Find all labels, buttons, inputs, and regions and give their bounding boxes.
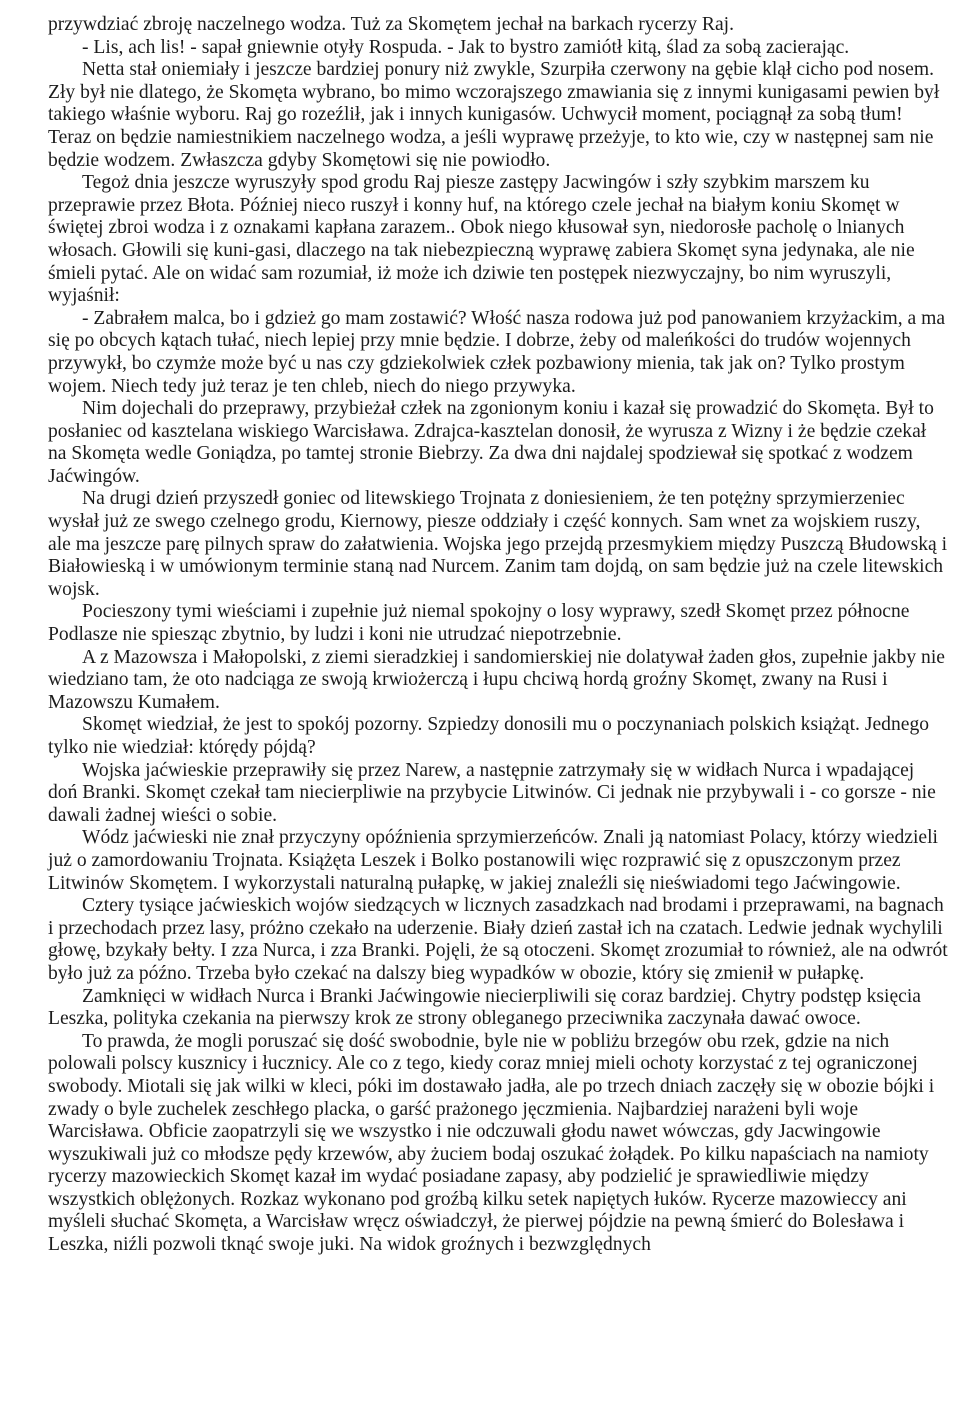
paragraph-skomet-speech: - Zabrałem malca, bo i gdzież go mam zostawić? Włość nasza rodowa już pod panowaniem krzyżackim, a ma się po obcych kątach tułać, niech lepiej przy mnie będzie. I dobrze, żeby od maleńkości do trudów wojennych przywykł, bo czymże może być u nas czy gdziekolwiek człek pozbawiony mienia, tak jak on? Tylko prostym wojem. Niech tedy już teraz je ten chleb, niech do niego przywyka. <box>48 307 946 397</box>
paragraph-podlasie-march: Pocieszony tymi wieściami i zupełnie już niemal spokojny o losy wyprawy, szedł Skomęt przez północne Podlasze nie spiesząc zbytnio, by ludzi i koni nie utrudzać niepotrzebnie. <box>48 601 910 646</box>
paragraph-ambushes: Cztery tysiące jaćwieskich wojów siedzących w licznych zasadzkach nad brodami i przeprawami, na bagnach i przechodach przez lasy, próżno czekało na uderzenie. Biały dzień zastał ich na czatach. Ledwie jednak wychylili głowę, bzykały bełty. I zza Nurca, i zza Branki. Pojęli, że są otoczeni. Skomęt zrozumiał to również, ale na odwrót było już za późno. Trzeba było czekać na dalszy bieg wypadków w obozie, który się zmienił w pułapkę. <box>48 895 948 984</box>
paragraph-silence: A z Mazowsza i Małopolski, z ziemi sieradzkiej i sandomierskiej nie dolatywał żaden głos, zupełnie jakby nie wiedziano tam, że oto nadciąga ze swoją krwiożerczą i łupu chciwą hordą groźny Skomęt, zwany na Rusi i Mazowszu Kumałem. <box>48 646 945 713</box>
paragraph-warcislaw-messenger: Nim dojechali do przeprawy, przybieżał człek na zgonionym koniu i kazał się prowadzić do Skomęta. Był to posłaniec od kasztelana wiskiego Warcisława. Zdrajca-kasztelan donosił, że wyrusza z Wizny i że będzie czekał na Skomęta wedle Goniądza, po tamtej stronie Biebrzy. Za dwa dni najdalej spodziewał się spotkać z wodzem Jaćwingów. <box>48 398 934 487</box>
paragraph-netta-szurpila: Netta stał oniemiały i jeszcze bardziej ponury niż zwykle, Szurpiła czerwony na gębie klął cicho pod nosem. Zły był nie dlatego, że Skomęta wybrano, bo mimo wczorajszego zmawiania się z innymi kunigasami pewien był takiego właśnie wyboru. Raj go rozeźlił, jak i innych kunigasów. Uchwycił moment, pociągnął za sobą tłum! Teraz on będzie namiestnikiem naczelnego wodza, a jeśli wyprawę przeżyje, to kto wie, czy w następnej sam nie będzie wodzem. Zwłaszcza gdyby Skomętowi się nie powiodło. <box>48 59 940 171</box>
paragraph-continuation: przywdziać zbroję naczelnego wodza. Tuż za Skomętem jechał na barkach rycerzy Raj. <box>48 14 735 35</box>
paragraph-siege-hunger: To prawda, że mogli poruszać się dość swobodnie, byle nie w pobliżu brzegów obu rzek, gdzie na nich polowali polscy kusznicy i łucznicy. Ale co z tego, kiedy coraz mniej mieli ochoty korzystać z tej ograniczonej swobody. Miotali się jak wilki w kleci, póki im dostawało jadła, ale po trzech dniach zaczęły się w obozie bójki i zwady o byle zuchelek zeschłego placka, o garść prażonego jęczmienia. Najbardziej narażeni byli woje Warcisława. Obficie zaopatrzyli się we wszystko i nie odczuwali głodu nawet wówczas, gdy Jacwingowie wyszukiwali już co młodsze pędy krzewów, aby żuciem bodaj oszukać żołądek. Po kilku napaściach na namioty rycerzy mazowieckich Skomęt kazał im wydać posiadane zapasy, aby podzielić je sprawiedliwie między wszystkich oblężonych. Rozkaz wykonano pod groźbą kilku setek napiętych łuków. Rycerze mazowieccy ani myśleli słuchać Skomęta, a Warcisław wręcz oświadczył, że pierwej pójdzie na pewną śmierć do Bolesława i Leszka, niźli pozwoli tknąć swoje juki. Na widok groźnych i bezwzględnych <box>48 1030 935 1256</box>
paragraph-trojnat-messenger: Na drugi dzień przyszedł goniec od litewskiego Trojnata z doniesieniem, że ten potężny sprzymierzeniec wysłał już ze swego czelnego grodu, Kiernowy, piesze oddziały i część konnych. Sam wnet za wojskiem ruszy, ale ma jeszcze parę pilnych spraw do załatwienia. Wojska jego przejdą przesmykiem między Puszczą Błudowską i Białowieską i w umówionym terminie staną nad Nurcem. Zanim tam dojdą, on sam będzie już na czele litewskich wojsk. <box>48 488 948 600</box>
paragraph-narew-crossing: Wojska jaćwieskie przeprawiły się przez Narew, a następnie zatrzymały się w widłach Nurca i wpadającej doń Branki. Skomęt czekał tam niecierpliwie na przybycie Litwinów. Ci jednak nie przybywali i - co gorsze - nie dawali żadnej wieści o sobie. <box>48 759 936 826</box>
document-page <box>48 14 948 1257</box>
paragraph-rospuda-dialogue: - Lis, ach lis! - sapał gniewnie otyły Rospuda. - Jak to bystro zamiótł kitą, ślad za sobą zacierając. <box>82 36 850 58</box>
paragraph-false-calm: Skomęt wiedział, że jest to spokój pozorny. Szpiedzy donosili mu o poczynaniach polskich książąt. Jednego tylko nie wiedział: którędy pójdą? <box>48 714 930 758</box>
paragraph-trapped: Zamknięci w widłach Nurca i Branki Jaćwingowie niecierpliwili się coraz bardziej. Chytry podstęp księcia Leszka, polityka czekania na pierwszy krok ze strony obleganego przeciwnika zaczynała dawać owoce. <box>48 985 921 1030</box>
paragraph-polish-plan: Wódz jaćwieski nie znał przyczyny opóźnienia sprzymierzeńców. Znali ją natomiast Polacy, którzy wiedzieli już o zamordowaniu Trojnata. Książęta Leszek i Bolko postanowili więc rozprawić się z opuszczonym przez Litwinów Skomętem. I wykorzystali naturalną pułapkę, w jakiej znaleźli się nieświadomi tego Jaćwingowie. <box>48 827 938 894</box>
paragraph-march-out: Tegoż dnia jeszcze wyruszyły spod grodu Raj piesze zastępy Jacwingów i szły szybkim marszem ku przeprawie przez Błota. Później nieco ruszył i konny huf, na którego czele jechał na białym koniu Skomęt w świętej zbroi wodza i z oznakami kapłana zarazem.. Obok niego kłusował syn, niedorosłe pacholę o lnianych włosach. Głowili się kuni-gasi, dlaczego na tak niebezpieczną wyprawę zabiera Skomęt syna jedynaka, ale nie śmieli pytać. Ale on widać sam rozumiał, iż może ich dziwie ten postępek niezwyczajny, bo nim wyruszyli, wyjaśnił: <box>48 172 915 307</box>
